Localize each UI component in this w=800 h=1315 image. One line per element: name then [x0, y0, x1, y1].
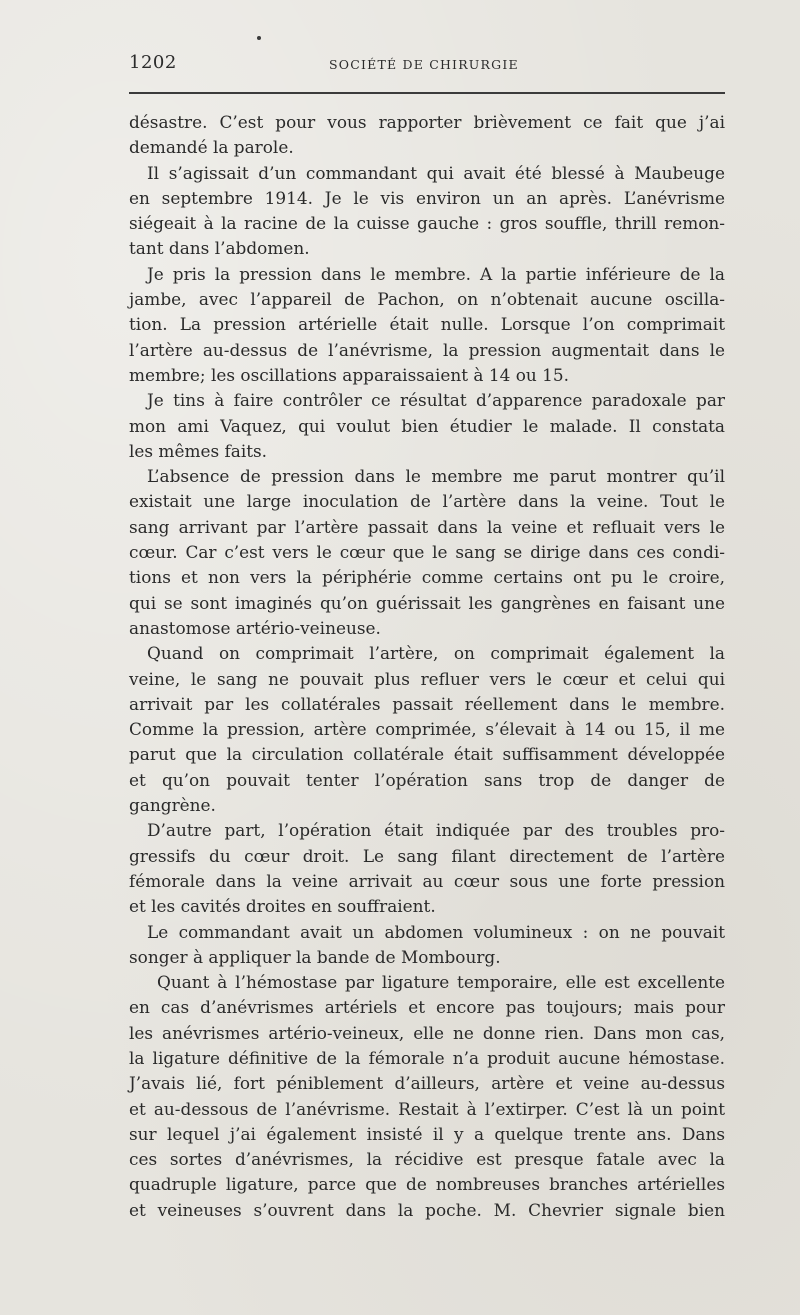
text-line: Comme la pression, artère comprimée, s’élevait à 14 ou 15, il me — [129, 719, 725, 740]
text-line: Je tins à faire contrôler ce résultat d’apparence paradoxale par — [147, 390, 725, 411]
body-text — [129, 110, 725, 1223]
text-line: demandé la parole. — [129, 137, 294, 158]
text-line: membre; les oscillations apparaissaient à 14 ou 15. — [129, 364, 569, 385]
text-line: en septembre 1914. Je le vis environ un an après. L’anévrisme — [129, 187, 725, 208]
text-line: tion. La pression artérielle était nulle. Lorsque l’on comprimait — [129, 314, 725, 335]
text-line: Le commandant avait un abdomen volumineux : on ne pouvait — [147, 921, 725, 942]
text-line: et au-dessous de l’anévrisme. Restait à l’extirper. C’est là un point — [129, 1098, 725, 1119]
text-line: L’absence de pression dans le membre me parut montrer qu’il — [147, 466, 725, 487]
text-line: Quand on comprimait l’artère, on comprimait également la — [147, 643, 725, 664]
text-line: fémorale dans la veine arrivait au cœur sous une forte pression — [129, 870, 725, 891]
header-rule — [129, 92, 725, 94]
text-line: tions et non vers la périphérie comme certains ont pu le croire, — [129, 567, 725, 588]
text-line: les mêmes faits. — [129, 440, 268, 461]
text-line: gressifs du cœur droit. Le sang filant directement de l’artère — [129, 845, 725, 866]
text-line: mon ami Vaquez, qui voulut bien étudier le malade. Il constata — [129, 415, 725, 436]
text-line: songer à appliquer la bande de Mombourg. — [129, 946, 501, 967]
running-title: SOCIÉTÉ DE CHIRURGIE — [329, 57, 519, 72]
text-line: parut que la circulation collatérale était suffisamment développée — [129, 744, 725, 765]
text-line: les anévrismes artério-veineux, elle ne donne rien. Dans mon cas, — [129, 1022, 725, 1043]
text-line: Il s’agissait d’un commandant qui avait été blessé à Maubeuge — [147, 162, 725, 183]
text-line: veine, le sang ne pouvait plus refluer vers le cœur et celui qui — [129, 668, 725, 689]
text-line: anastomose artério-veineuse. — [129, 617, 381, 638]
text-line: D’autre part, l’opération était indiquée par des troubles pro- — [147, 820, 725, 841]
text-line: l’artère au-dessus de l’anévrisme, la pression augmentait dans le — [129, 339, 725, 360]
text-line: et qu’on pouvait tenter l’opération sans trop de danger de — [129, 769, 725, 790]
text-line: arrivait par les collatérales passait réellement dans le membre. — [129, 693, 725, 714]
text-line: J’avais lié, fort péniblement d’ailleurs, artère et veine au-dessus — [129, 1073, 725, 1094]
text-line: sang arrivant par l’artère passait dans la veine et refluait vers le — [129, 516, 725, 537]
text-line: gangrène. — [129, 795, 216, 816]
text-line: cœur. Car c’est vers le cœur que le sang se dirige dans ces condi- — [129, 542, 725, 563]
text-line: ces sortes d’anévrismes, la récidive est presque fatale avec la — [129, 1149, 725, 1170]
text-line: la ligature définitive de la fémorale n’a produit aucune hémostase. — [129, 1047, 725, 1068]
text-line: tant dans l’abdomen. — [129, 238, 310, 259]
text-line: existait une large inoculation de l’artère dans la veine. Tout le — [129, 491, 725, 512]
text-line: quadruple ligature, parce que de nombreuses branches artérielles — [129, 1174, 725, 1195]
text-line: et veineuses s’ouvrent dans la poche. M. Chevrier signale bien — [129, 1199, 725, 1220]
text-line: Quant à l’hémostase par ligature temporaire, elle est excellente — [157, 972, 725, 993]
text-line: Je pris la pression dans le membre. A la partie inférieure de la — [147, 263, 725, 284]
page-header — [129, 52, 725, 80]
text-line: en cas d’anévrismes artériels et encore pas toujours; mais pour — [129, 997, 725, 1018]
text-line: siégeait à la racine de la cuisse gauche : gros souffle, thrill remon- — [129, 213, 725, 234]
text-line: sur lequel j’ai également insisté il y a quelque trente ans. Dans — [129, 1123, 725, 1144]
text-line: qui se sont imaginés qu’on guérissait les gangrènes en faisant une — [129, 592, 725, 613]
text-line: et les cavités droites en souffraient. — [129, 896, 436, 917]
ink-speck — [257, 36, 261, 40]
page-number: 1202 — [129, 52, 177, 73]
text-line: jambe, avec l’appareil de Pachon, on n’obtenait aucune oscilla- — [129, 289, 725, 310]
text-line: désastre. C’est pour vous rapporter brièvement ce fait que j’ai — [129, 112, 725, 132]
